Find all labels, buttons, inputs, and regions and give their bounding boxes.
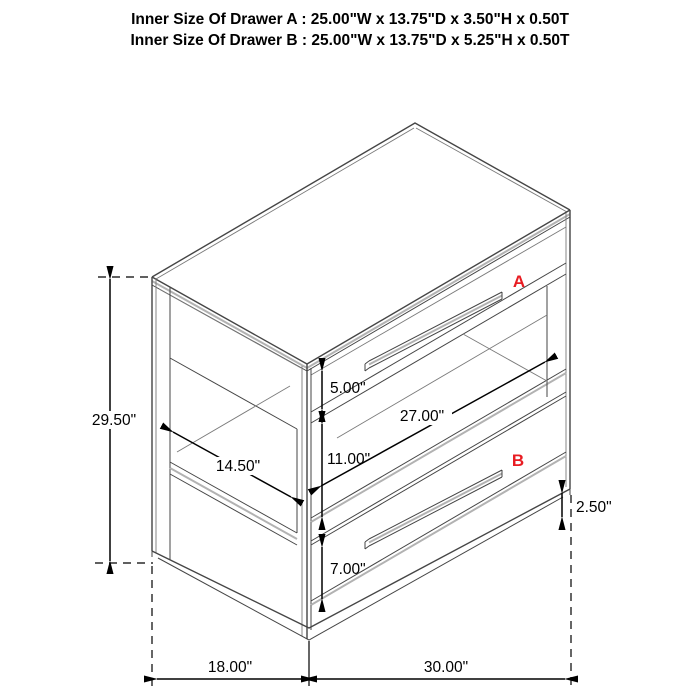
width-label: 30.00" <box>423 659 469 676</box>
cabinet-top-left-edge <box>152 277 307 364</box>
drawer-b-bottom-edge <box>311 452 566 601</box>
spec-line-drawer-b: Inner Size Of Drawer B : 25.00"W x 13.75"D x 5.25"H x 0.50T <box>130 32 570 49</box>
cabinet-top-underside-left <box>159 289 301 368</box>
shelf-opening-width-label: 27.00" <box>399 408 445 425</box>
side-niche-interior-edge <box>177 386 290 452</box>
base-height-label: 2.50" <box>576 499 612 516</box>
panel-bottom-edges <box>152 489 570 628</box>
side-shelf-shade <box>170 468 297 539</box>
shelf-opening-top-edge <box>311 274 566 423</box>
bottom-rail-shade <box>311 456 566 605</box>
cabinet-top-front-edge <box>307 210 570 364</box>
spec-line-drawer-a: Inner Size Of Drawer A : 25.00"W x 13.75"D x 3.50"H x 0.50T <box>131 11 569 28</box>
cabinet-top-left-edge-shade <box>152 281 307 368</box>
shelf-depth-label: 14.50" <box>215 458 261 475</box>
side-shelf-bottom-edge <box>170 474 297 545</box>
depth-label: 18.00" <box>207 659 253 676</box>
cabinet-top-back-inner-edges <box>156 128 567 279</box>
drawer-b-handle <box>365 470 502 549</box>
drawer-a-top-edge <box>311 227 566 375</box>
drawer-b-handle-endcap <box>365 539 369 549</box>
drawer-b-label: B <box>511 451 525 470</box>
cabinet-top-front-edge-shade <box>307 214 570 368</box>
cabinet-top-front-edge-inner <box>307 217 570 371</box>
niche-interior-depth-edge <box>463 334 547 381</box>
drawer-a-label: A <box>512 272 526 291</box>
drawer-a-handle-endcap <box>365 361 369 371</box>
drawer-a-height-label: 5.00" <box>330 380 366 397</box>
drawer-b-height-label: 7.00" <box>330 561 366 578</box>
overall-height-label: 29.50" <box>91 412 137 429</box>
shelf-opening-height-label: 11.00" <box>327 451 371 468</box>
dimension-annotations <box>87 277 612 686</box>
